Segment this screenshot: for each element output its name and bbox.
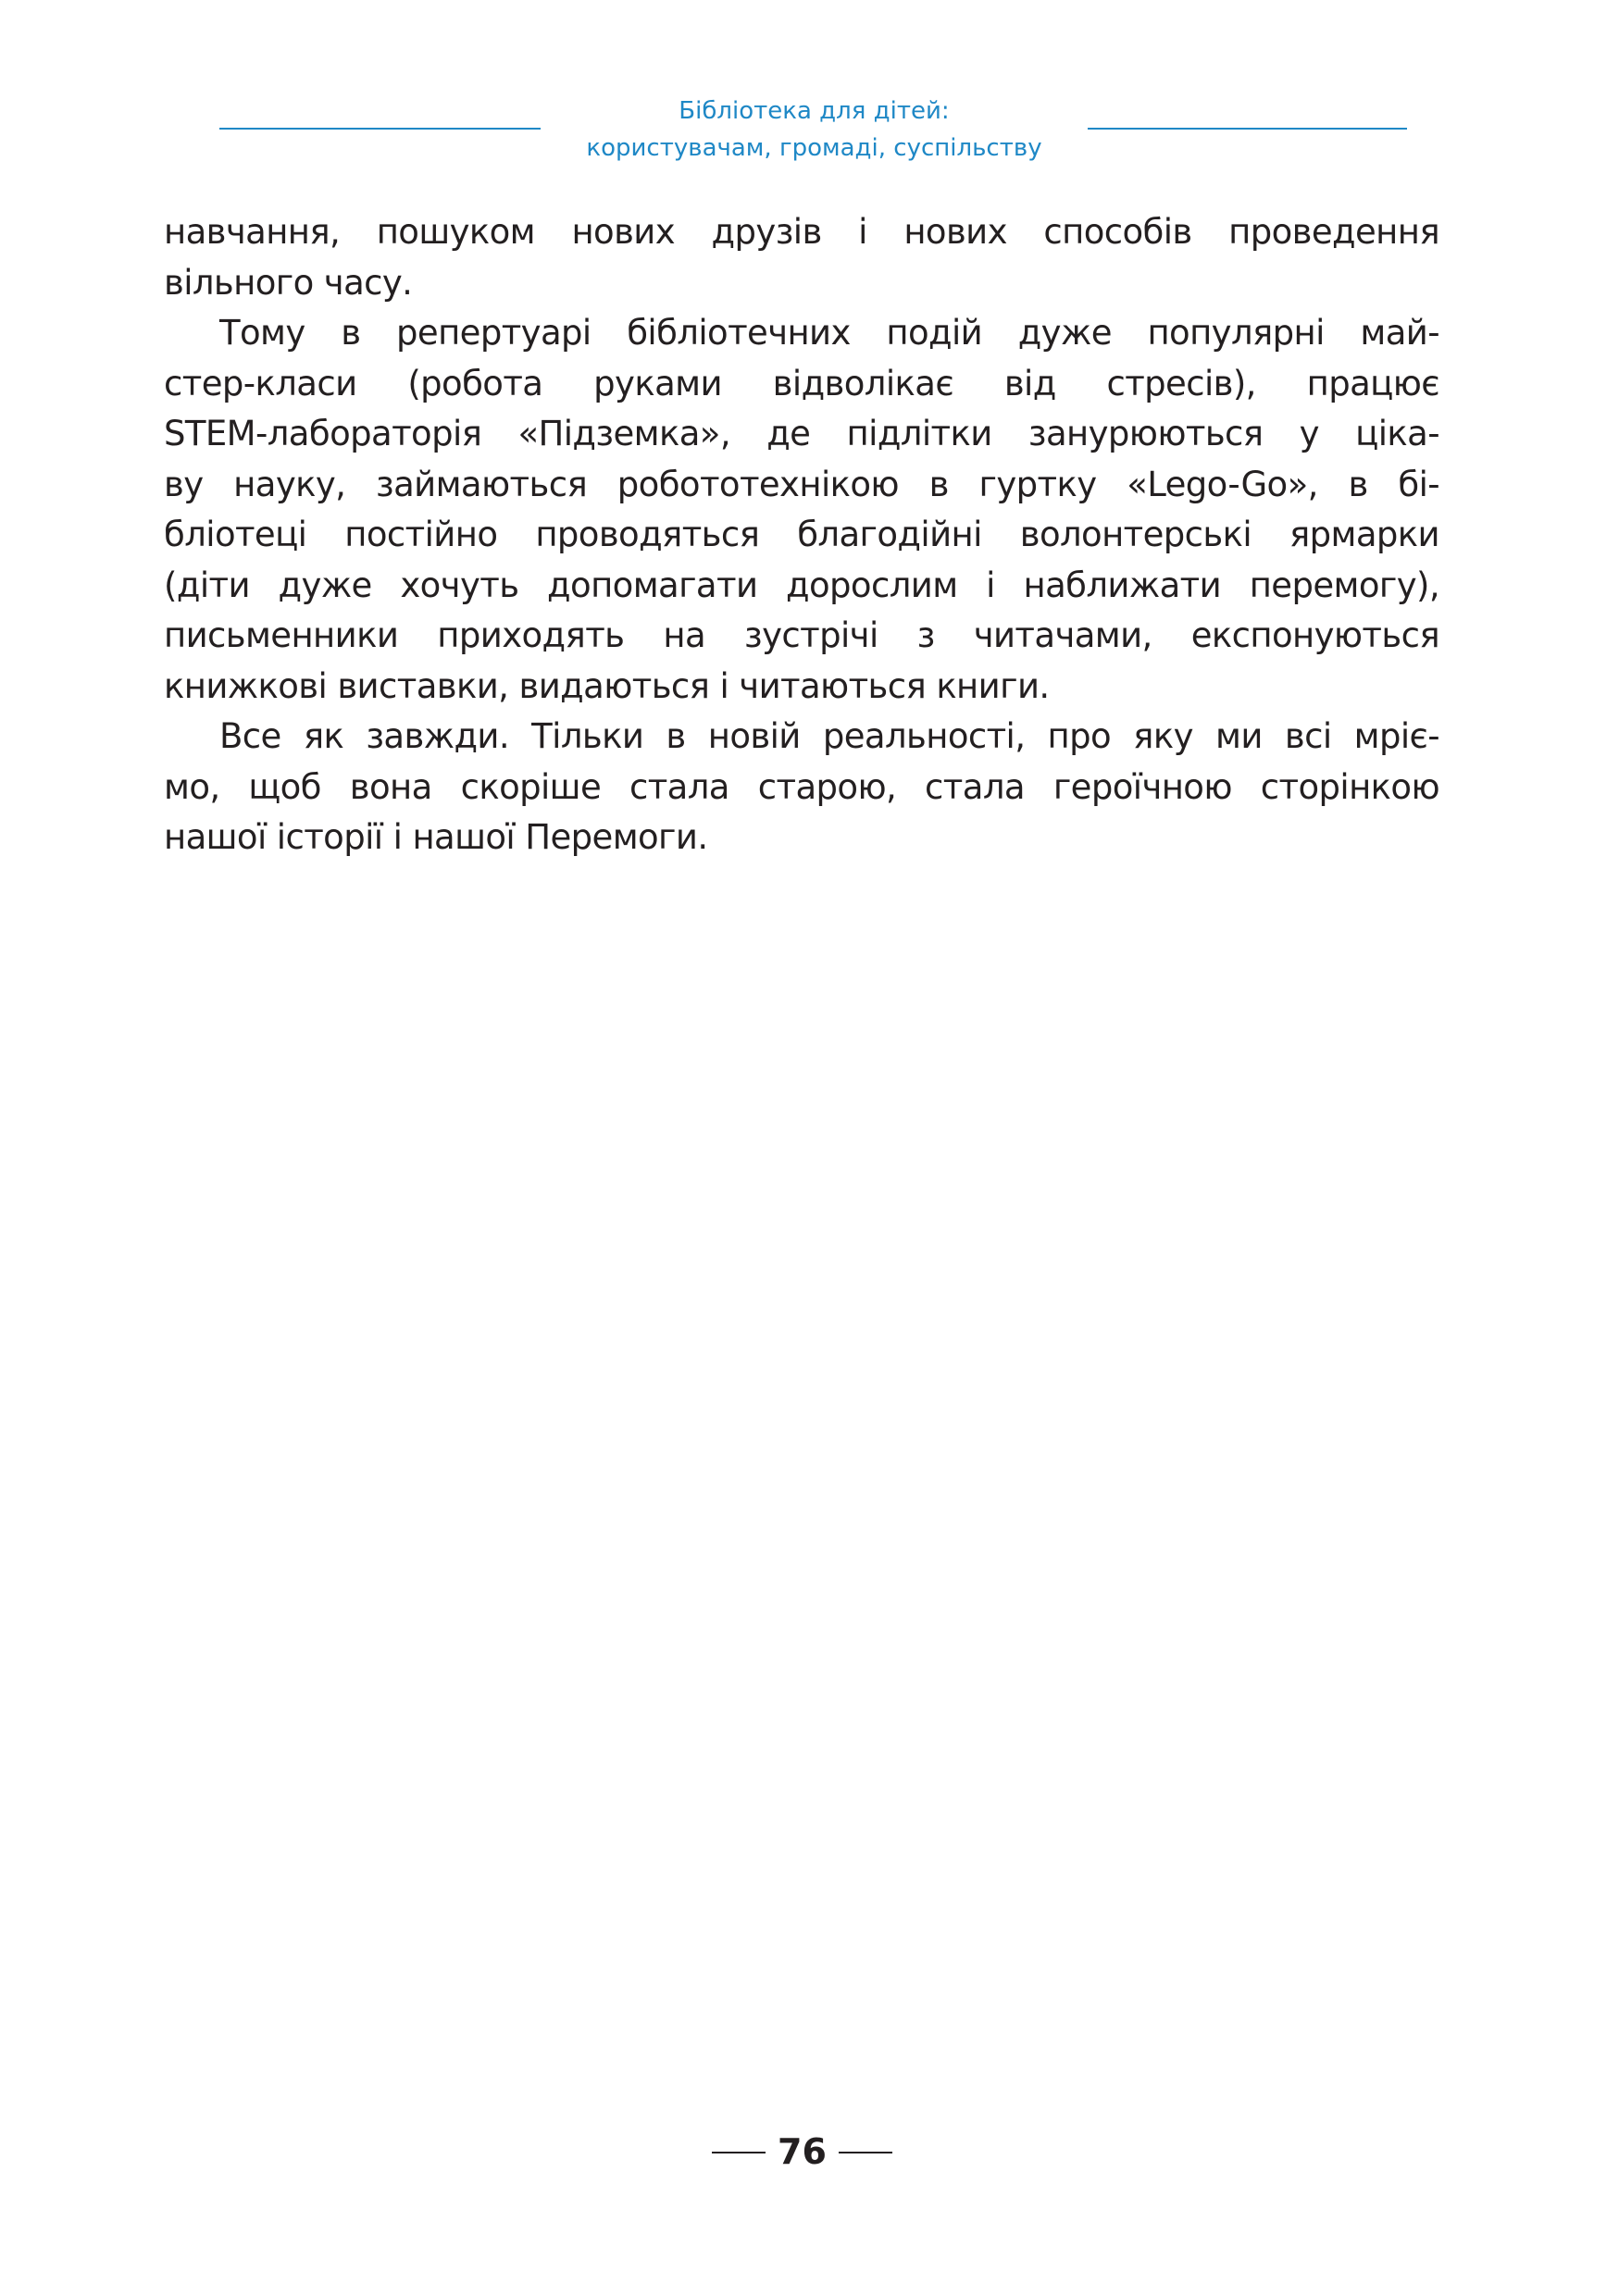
text-line: бліотеці постійно проводяться благодійні волонтерські ярмарки — [164, 515, 1439, 554]
text-line: Все як завжди. Тільки в новій реальності, про яку ми всі мріє- — [219, 716, 1439, 756]
header-rule-left — [219, 128, 541, 130]
paragraph-1 — [164, 207, 1439, 308]
page-number: 76 — [778, 2131, 827, 2172]
text-line: вільного часу. — [164, 262, 413, 303]
body-text — [164, 207, 1439, 863]
text-line: навчання, пошуком нових друзів і нових способів проведення — [164, 212, 1439, 252]
header-title-line-1: Бібліотека для дітей: — [679, 97, 950, 125]
page-footer — [0, 2125, 1619, 2180]
text-line: (діти дуже хочуть допомагати дорослим і наближати перемогу), — [164, 565, 1439, 605]
text-line: ву науку, займаються робототехнікою в гуртку «Lego-Go», в бі- — [164, 464, 1439, 504]
text-line: нашої історії і нашої Перемоги. — [164, 817, 708, 857]
running-header — [0, 89, 1619, 172]
footer-rule-left — [712, 2152, 766, 2153]
header-title — [541, 93, 1088, 167]
paragraph-2 — [164, 308, 1439, 712]
text-line: книжкові виставки, видаються і читаються книги. — [164, 665, 1050, 706]
paragraph-3 — [164, 712, 1439, 863]
text-line: мо, щоб вона скоріше стала старою, стала героїчною сторінкою — [164, 766, 1439, 807]
header-rule-right — [1088, 128, 1407, 130]
text-line: письменники приходять на зустрічі з читачами, експонуються — [164, 615, 1439, 655]
text-line: Тому в репертуарі бібліотечних подій дуже популярні май- — [219, 313, 1439, 353]
header-title-line-2: користувачам, громаді, суспільству — [586, 134, 1042, 162]
footer-rule-right — [839, 2152, 892, 2153]
text-line: стер-класи (робота руками відволікає від стресів), працює — [164, 363, 1439, 403]
text-line: STEM-лабораторія «Підземка», де підлітки занурюються у ціка- — [164, 414, 1439, 453]
